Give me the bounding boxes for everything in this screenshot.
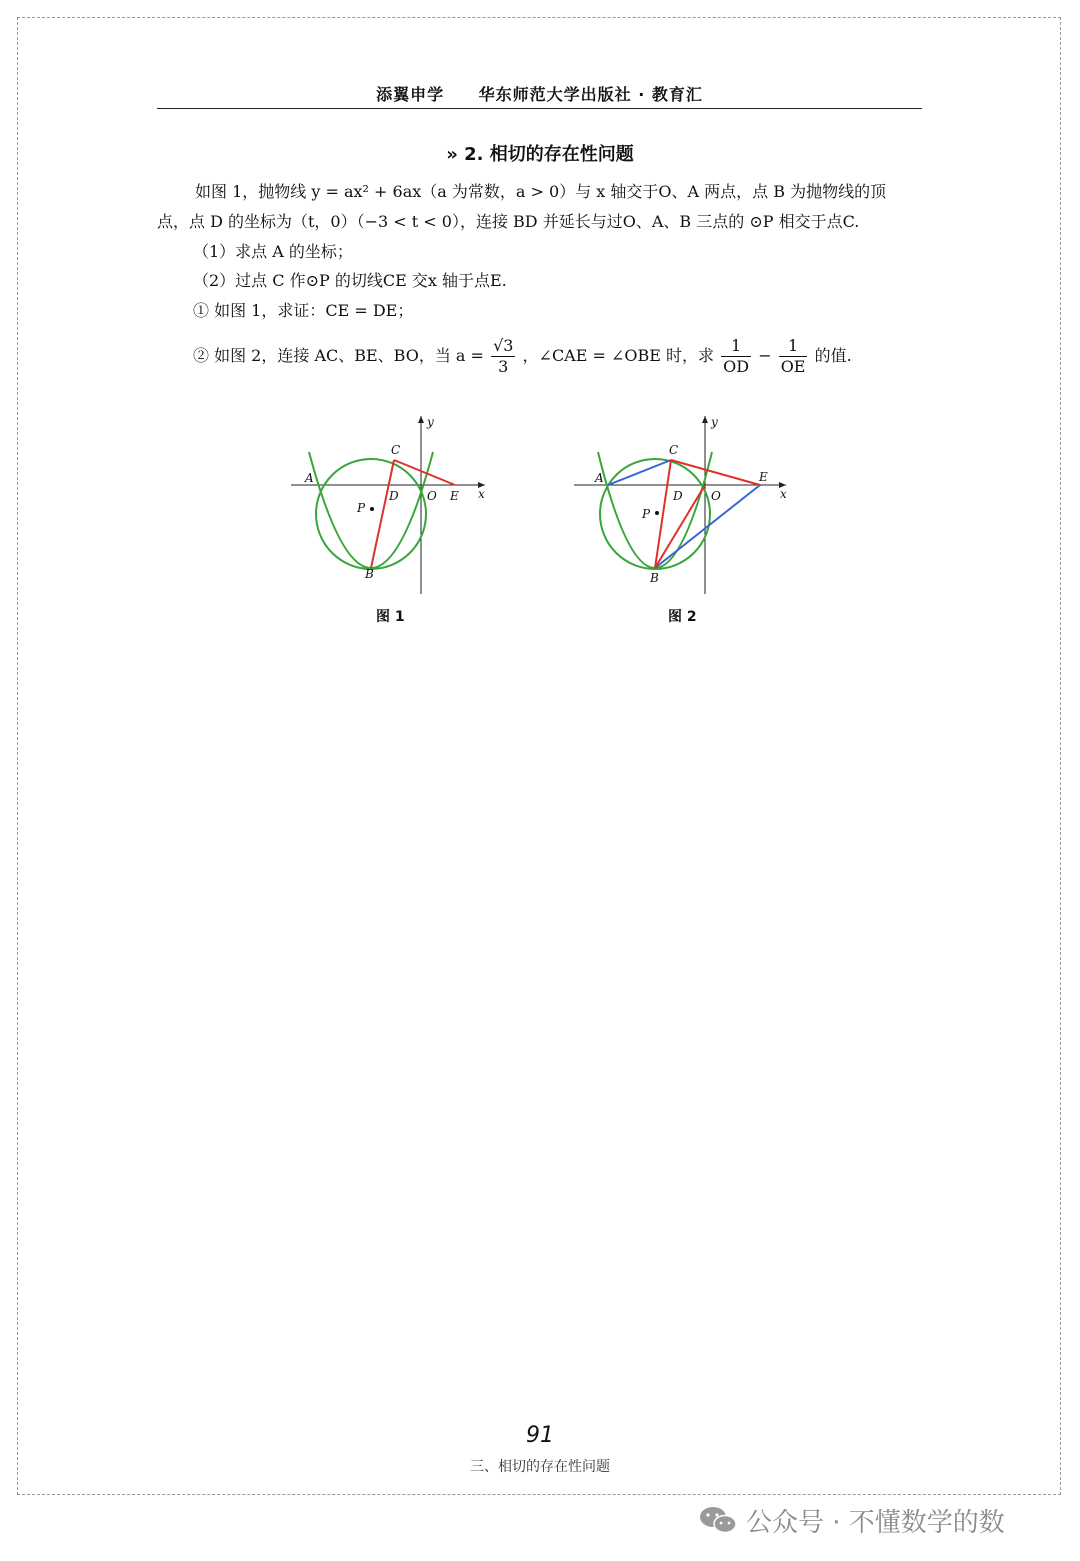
- fraction-oe: [779, 336, 808, 377]
- page-header: [157, 82, 922, 109]
- fraction-a: [491, 336, 515, 377]
- watermark-text: 公众号 · 不懂数学的数: [746, 1507, 1005, 1538]
- figure-1: [285, 412, 495, 602]
- fraction-a-denominator: 3: [498, 357, 509, 376]
- header-right: 华东师范大学出版社 · 教育汇: [478, 85, 703, 104]
- problem-line-2: 点，点 D 的坐标为（t，0）（−3 < t < 0），连接 BD 并延长与过O、A、B 三点的 ⊙P 相交于点C.: [157, 212, 860, 231]
- wechat-icon: [698, 1504, 738, 1536]
- question-2-part-1: ① 如图 1，求证：CE = DE；: [193, 301, 414, 320]
- question-2: （2）过点 C 作⊙P 的切线CE 交x 轴于点E.: [193, 271, 507, 290]
- fig2-label-o: O: [711, 489, 721, 503]
- fig1-label-a: A: [305, 471, 314, 485]
- fig1-label-e: E: [450, 489, 459, 503]
- fig2-label-p: P: [642, 507, 651, 521]
- q2-2-prefix: ② 如图 2，连接 AC、BE、BO，当 a =: [193, 346, 484, 365]
- fig2-point-p: [655, 511, 659, 515]
- figure-2: [568, 412, 793, 602]
- fig2-label-y: y: [711, 415, 718, 429]
- fig1-point-p: [370, 507, 374, 511]
- question-1: （1）求点 A 的坐标；: [193, 242, 353, 261]
- fig2-label-d: D: [673, 489, 683, 503]
- fig1-label-x: x: [478, 487, 485, 501]
- fig2-label-x: x: [780, 487, 787, 501]
- fraction-a-numerator: √3: [493, 336, 514, 355]
- fraction-od-denominator: OD: [723, 357, 750, 376]
- minus-sign: −: [758, 346, 772, 365]
- figure-1-caption: 图 1: [376, 609, 405, 625]
- fraction-od: [721, 336, 751, 377]
- chapter-title: 三、相切的存在性问题: [470, 1459, 610, 1475]
- fig1-label-c: C: [391, 443, 401, 457]
- fig1-label-y: y: [427, 415, 434, 429]
- fraction-oe-denominator: OE: [780, 357, 806, 376]
- fig2-segment-ce: [671, 460, 760, 485]
- page-frame: [17, 17, 1061, 1495]
- q2-2-mid: ，∠CAE = ∠OBE 时，求: [522, 346, 715, 365]
- section-title: » 2. 相切的存在性问题: [446, 144, 634, 165]
- fig2-y-arrow: [702, 416, 708, 423]
- fig1-label-d: D: [389, 489, 399, 503]
- fraction-od-numerator: 1: [721, 336, 751, 357]
- fraction-oe-numerator: 1: [779, 336, 808, 357]
- fig1-label-b: B: [365, 567, 374, 581]
- fig1-segment-bc: [371, 460, 394, 568]
- fig2-label-e: E: [759, 470, 768, 484]
- fig1-label-o: O: [427, 489, 437, 503]
- fig2-label-b: B: [650, 571, 659, 585]
- fig1-y-arrow: [418, 416, 424, 423]
- problem-line-1: 如图 1，抛物线 y = ax² + 6ax（a 为常数，a > 0）与 x 轴交于O、A 两点，点 B 为抛物线的顶: [195, 182, 887, 201]
- page-number: 91: [526, 1423, 554, 1448]
- q2-2-suffix: 的值.: [814, 346, 852, 365]
- fig2-label-c: C: [669, 443, 679, 457]
- header-left: 添翼申学: [376, 85, 445, 104]
- watermark: [698, 1500, 1005, 1540]
- fig2-label-a: A: [595, 471, 604, 485]
- fig1-label-p: P: [357, 501, 366, 515]
- question-2-part-2: [193, 335, 852, 377]
- fig1-circle-p: [316, 459, 426, 569]
- figure-2-caption: 图 2: [668, 609, 697, 625]
